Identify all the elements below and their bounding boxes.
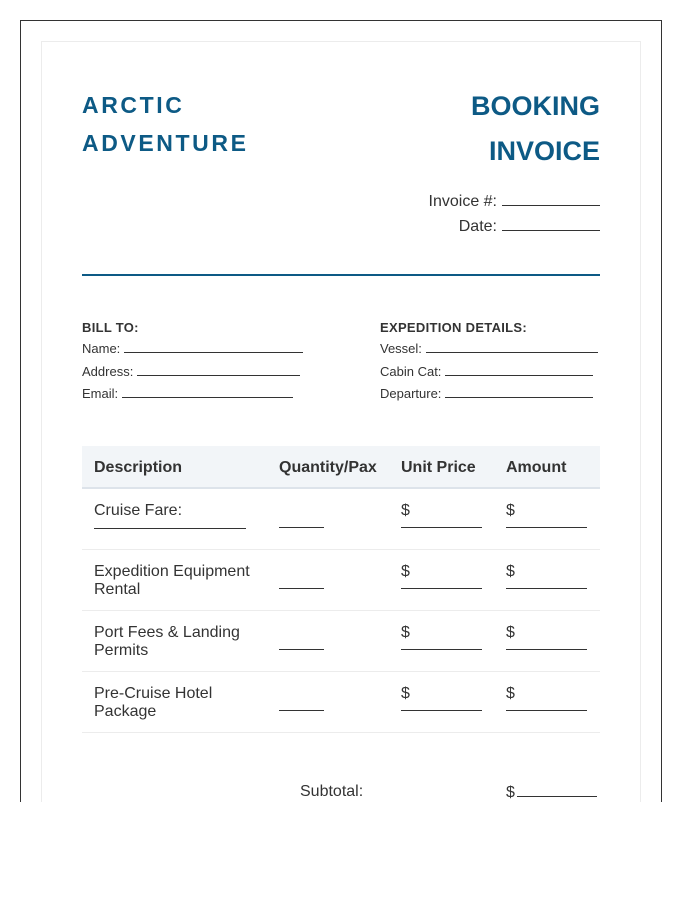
vessel-field[interactable]	[426, 341, 598, 353]
bill-to-email-field[interactable]	[122, 386, 293, 398]
row-description	[94, 563, 269, 599]
header-unit-price: Unit Price	[401, 459, 476, 476]
amount-field[interactable]	[506, 588, 587, 589]
row-description-line1: Port Fees & Landing	[94, 624, 240, 641]
row-description-line2: Rental	[94, 581, 141, 598]
invoice-meta	[429, 191, 600, 241]
bill-to-address-field[interactable]	[137, 364, 300, 376]
departure-field[interactable]	[445, 386, 593, 398]
vessel-row	[380, 341, 598, 364]
subtotal-label: Subtotal:	[300, 783, 364, 800]
cabin-cat-label: Cabin Cat:	[380, 363, 442, 379]
bill-to-section	[82, 320, 303, 409]
bill-to-address-label: Address:	[82, 363, 134, 379]
amount-currency: $	[506, 502, 515, 519]
invoice-date-row	[429, 216, 600, 241]
row-description-line2: Package	[94, 703, 157, 720]
invoice-number-field[interactable]	[502, 191, 600, 206]
vessel-label: Vessel:	[380, 341, 422, 356]
quantity-field[interactable]	[279, 588, 324, 589]
bill-to-heading: BILL TO:	[82, 320, 139, 335]
row-description	[94, 502, 269, 529]
row-description-line1: Expedition Equipment	[94, 563, 250, 580]
header-quantity: Quantity/Pax	[279, 459, 377, 476]
unit-price-field[interactable]	[401, 588, 482, 589]
expedition-details-section	[380, 320, 598, 409]
amount-currency: $	[506, 563, 515, 580]
table-row-hotel-package	[82, 672, 600, 733]
header-divider	[82, 274, 600, 276]
unit-price-currency: $	[401, 563, 410, 580]
table-header	[82, 446, 600, 489]
departure-label: Departure:	[380, 386, 442, 401]
subtotal-field[interactable]	[517, 783, 597, 797]
amount-currency: $	[506, 624, 515, 641]
invoice-number-label: Invoice #:	[428, 193, 497, 210]
unit-price-field[interactable]	[401, 527, 482, 528]
subtotal-value	[506, 783, 597, 802]
row-description-line1: Pre-Cruise Hotel	[94, 685, 213, 702]
amount-field[interactable]	[506, 527, 587, 528]
row-description-line2: Permits	[94, 642, 149, 659]
row-description	[94, 624, 269, 660]
unit-price-currency: $	[401, 685, 410, 702]
invoice-title-line1: BOOKING	[470, 91, 600, 121]
row-description-line1: Cruise Fare:	[94, 502, 183, 519]
invoice-title	[471, 84, 600, 174]
quantity-field[interactable]	[279, 649, 324, 650]
amount-field[interactable]	[506, 649, 587, 650]
cabin-cat-row	[380, 364, 598, 387]
bill-to-name-row	[82, 341, 303, 364]
row-description	[94, 685, 269, 721]
bill-to-email-row	[82, 386, 303, 409]
bill-to-email-label: Email:	[82, 386, 119, 401]
quantity-field[interactable]	[279, 710, 324, 711]
company-name-line2: ADVENTURE	[82, 130, 249, 156]
invoice-title-line2: INVOICE	[488, 136, 600, 166]
description-blank-field[interactable]	[94, 520, 246, 529]
subtotal-currency: $	[506, 784, 515, 801]
bill-to-address-row	[82, 364, 303, 387]
invoice-number-row	[429, 191, 600, 216]
company-name-line1: ARCTIC	[82, 92, 185, 118]
quantity-field[interactable]	[279, 527, 324, 528]
line-items-table	[82, 446, 600, 733]
cabin-cat-field[interactable]	[445, 364, 593, 376]
unit-price-field[interactable]	[401, 710, 482, 711]
unit-price-field[interactable]	[401, 649, 482, 650]
invoice-date-field[interactable]	[502, 216, 600, 231]
table-row-cruise-fare	[82, 489, 600, 550]
departure-row	[380, 386, 598, 409]
table-row-equipment-rental	[82, 550, 600, 611]
company-name	[82, 86, 249, 162]
amount-currency: $	[506, 685, 515, 702]
expedition-details-heading: EXPEDITION DETAILS:	[380, 320, 528, 335]
invoice-date-label: Date:	[458, 218, 497, 235]
unit-price-currency: $	[401, 624, 410, 641]
amount-field[interactable]	[506, 710, 587, 711]
header-amount: Amount	[506, 459, 567, 476]
header-description: Description	[94, 459, 183, 476]
table-row-port-fees	[82, 611, 600, 672]
unit-price-currency: $	[401, 502, 410, 519]
bill-to-name-field[interactable]	[124, 341, 303, 353]
bill-to-name-label: Name:	[82, 341, 121, 356]
